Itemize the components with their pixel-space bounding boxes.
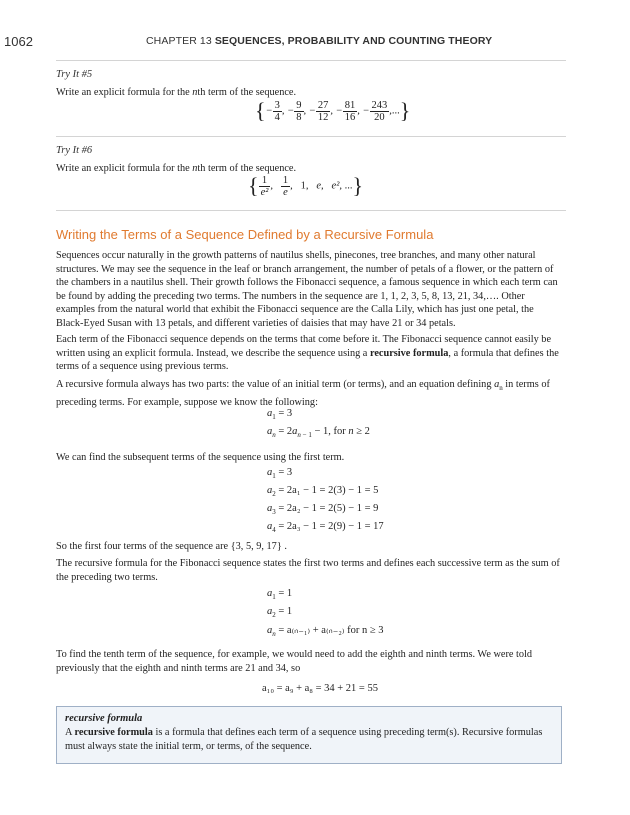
minus-sign: −: [308, 105, 316, 117]
den: 4: [274, 111, 280, 123]
fib-a1: $a_1 = 1$: [267, 588, 293, 602]
eq-part3: ≥ 2: [353, 426, 370, 437]
paragraph-tenth-term: To find the tenth term of the sequence, for example, we would need to add the eighth and ninth terms. We were told previously that the eighth and ninth terms are 21 and 34, so: [56, 649, 533, 674]
eq-value: = 1: [278, 606, 293, 617]
num: 3: [274, 99, 280, 111]
try-it-6-sequence: { $\frac{1}{\text{e²}}$ , $\frac{1}{e}$ , 1, e, e², ...}: [248, 173, 364, 198]
den: 20: [374, 111, 385, 123]
paragraph-first-four: So the first four terms of the sequence are {3, 5, 9, 17} .: [56, 541, 287, 552]
eq-value: = 1: [278, 588, 293, 599]
eq-value: = 2a₂ − 1 = 2(5) − 1 = 9: [278, 503, 379, 514]
eq-value: = 3: [278, 467, 293, 478]
den: e²: [260, 186, 269, 198]
equation-tenth-term: a₁₀ = a₉ + a₈ = 34 + 21 = 55: [262, 683, 378, 694]
chapter-name: SEQUENCES, PROBABILITY AND COUNTING THEORY: [214, 35, 493, 47]
minus-sign: −: [265, 105, 273, 117]
text-end: , a formula that defines the terms of a sequence using previous terms.: [56, 347, 559, 373]
prompt-text-end: th term of the sequence.: [197, 163, 297, 174]
eq-value: = 2a₃ − 1 = 2(9) − 1 = 17: [278, 521, 384, 532]
step-a1: $a_1 = 3$: [267, 467, 293, 481]
page-header: [0, 34, 630, 54]
var: a: [494, 379, 500, 390]
step-a4: $a_4 = 2a_3 - 1 = 2(9) - 1 = 17$: [267, 521, 384, 535]
try-it-5-sequence: {− $\frac{3}{4}$ , − $\frac{9}{8}$ , − $\frac{27}{12}$ , − $\frac{81}{16}$ , − $\frac{243}{20}$ ,...}: [255, 98, 411, 123]
num: 9: [296, 99, 302, 111]
chapter-title: [146, 35, 492, 47]
den: 12: [317, 111, 329, 123]
fib-an: $a_n = a_{(n-1)} + a_{(n-2)}$ for n ≥ 3: [267, 625, 384, 639]
equation-an: $a_n = 2a_{n - 1} - 1$, for n ≥ 2: [267, 426, 370, 440]
divider: [56, 210, 566, 211]
term-1: [259, 175, 271, 198]
term-5: e²: [331, 180, 340, 192]
term-2: [281, 175, 290, 198]
ellipsis: ...: [391, 105, 400, 117]
prompt-text-end: th term of the sequence.: [197, 87, 297, 98]
try-it-5-heading: Try It #5: [56, 69, 93, 80]
term-3: [316, 100, 331, 123]
definition-title: recursive formula: [65, 713, 143, 724]
eq-part1: = 2: [278, 426, 293, 437]
text-end: in terms of preceding terms. For example, suppose we know the following:: [56, 379, 550, 408]
bold-term: recursive formula: [74, 727, 153, 738]
paragraph-recursive-intro: [56, 333, 563, 374]
den: 16: [344, 111, 356, 123]
step-a2: $a_2 = 2a_1 - 1 = 2(3) - 1 = 5$: [267, 485, 379, 499]
num: 243: [371, 99, 388, 111]
definition-box: [56, 706, 562, 764]
prompt-text: Write an explicit formula for the: [56, 87, 193, 98]
eq-part2: − 1, for: [311, 426, 349, 437]
minus-sign: −: [287, 105, 295, 117]
subscript: n: [499, 384, 503, 393]
prompt-var: n: [192, 87, 198, 98]
term-1: [273, 100, 282, 123]
prompt-text: Write an explicit formula for the: [56, 163, 193, 174]
equation-a1: $a_1 = 3$: [267, 408, 293, 422]
eq-value: = 2a₁ − 1 = 2(3) − 1 = 5: [278, 485, 379, 496]
term-5: [370, 100, 390, 123]
num: 27: [317, 99, 329, 111]
paragraph-subsequent: We can find the subsequent terms of the sequence using the first term.: [56, 452, 345, 463]
term-2: [294, 100, 303, 123]
eq-value: = 3: [278, 408, 293, 419]
definition-text: [65, 726, 555, 753]
text: A recursive formula always has two parts: the value of an initial term (or terms), and an equation defining: [56, 379, 495, 390]
paragraph-fibonacci-formula: The recursive formula for the Fibonacci sequence states the first two terms and defines each successive term as the sum of the preceding two terms.: [56, 558, 560, 583]
num: 1: [282, 174, 289, 186]
text: Each term of the Fibonacci sequence depends on the terms that come before it. The Fibonacci sequence cannot easily be written using an explicit formula. Instead, we describe the sequence using a: [56, 334, 552, 359]
text: A: [65, 727, 75, 738]
fib-a2: $a_2 = 1$: [267, 606, 293, 620]
text-end: is a formula that defines each term of a sequence using preceding term(s). Recursive formulas must always state the initial term, or terms, of the sequence.: [65, 727, 543, 752]
section-title: Writing the Terms of a Sequence Defined by a Recursive Formula: [56, 227, 434, 242]
page-number: 1062: [4, 34, 33, 49]
minus-sign: −: [335, 105, 343, 117]
term-4: [343, 100, 358, 123]
prompt-var: n: [192, 163, 198, 174]
step-a3: $a_3 = 2a_2 - 1 = 2(5) - 1 = 9$: [267, 503, 379, 517]
chapter-label: CHAPTER 13: [146, 35, 212, 47]
minus-sign: −: [362, 105, 370, 117]
term-4: e: [316, 180, 322, 192]
paragraph-fibonacci-intro: Sequences occur naturally in the growth patterns of nautilus shells, pinecones, tree branches, and many other natural structures. We may see the sequence in the leaf or branch arrangement, the number of petals of a flower, or the pattern of the chambers in a nautilus shell. Their growth follows the Fibonacci sequence, a famous sequence in which each term can be found by adding the preceding two terms. The numbers in the sequence are 1, 1, 2, 3, 5, 8, 13, 21, 34,…. Other examples from the natural world that exhibit the Fibonacci sequence are the Calla Lily, which has just one petal, the Black-Eyed Susan with 13 petals, and different varieties of daisies that may have 21 or 34 petals.: [56, 250, 558, 329]
bold-term: recursive formula: [369, 347, 449, 359]
paragraph-two-parts: [56, 378, 563, 409]
try-it-6-heading: Try It #6: [56, 145, 93, 156]
num: 1: [259, 175, 271, 187]
num: 81: [344, 99, 356, 111]
ellipsis: ...: [344, 180, 353, 192]
eq-value: = a₍ₙ₋₁₎ + a₍ₙ₋₂₎ for n ≥ 3: [278, 625, 384, 636]
den: e: [283, 186, 288, 198]
den: 8: [296, 111, 302, 123]
term-3: 1: [300, 180, 306, 192]
